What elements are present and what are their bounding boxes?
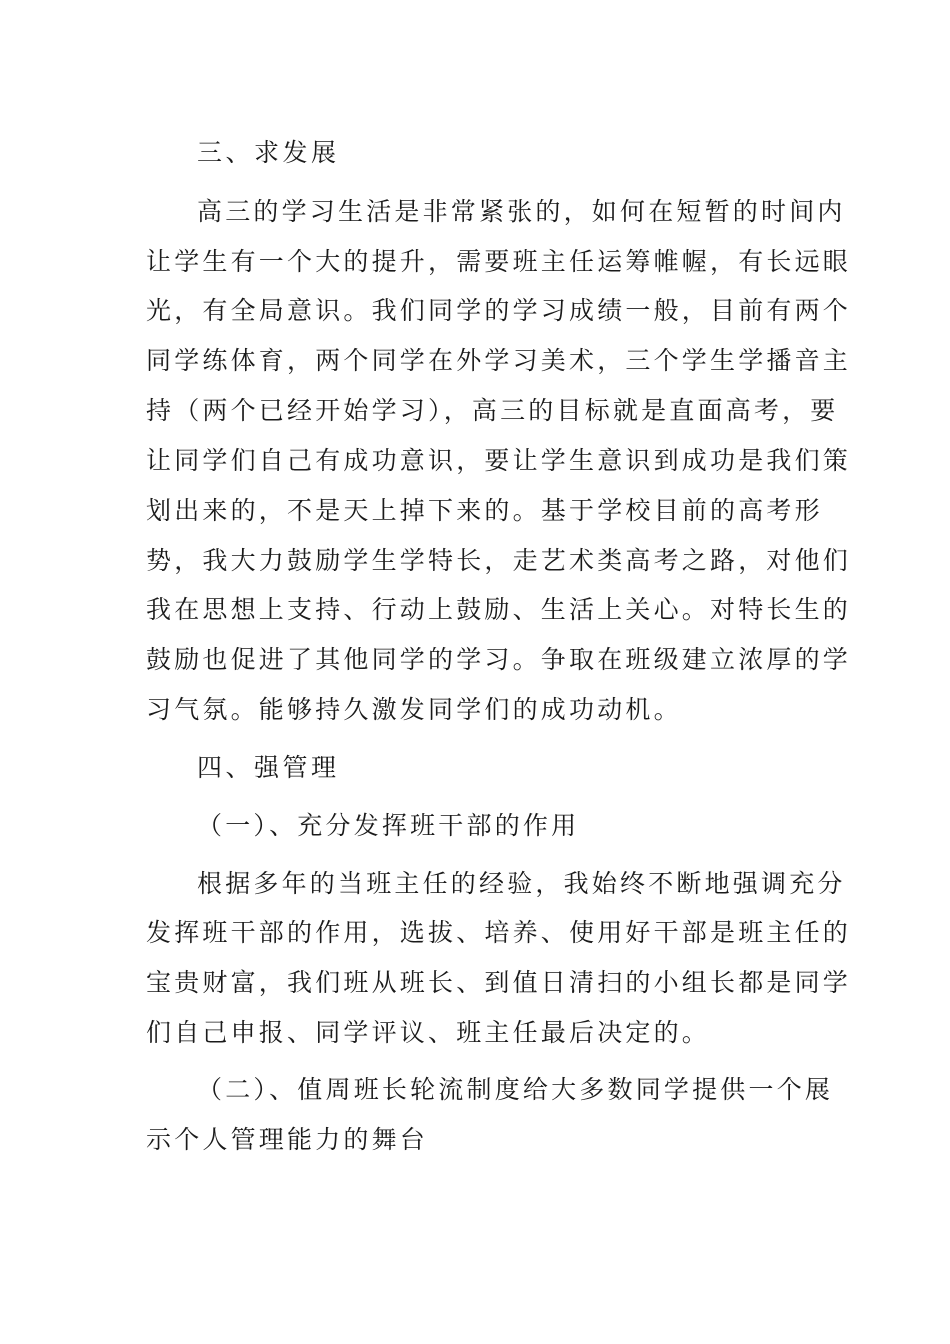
section-heading: 三、求发展 <box>197 138 340 167</box>
paragraph-line: 鼓励也促进了其他同学的学习。争取在班级建立浓厚的学 <box>146 645 852 674</box>
section-heading: 四、强管理 <box>197 753 340 782</box>
paragraph-line: 示个人管理能力的舞台 <box>146 1125 429 1154</box>
paragraph-line: 我在思想上支持、行动上鼓励、生活上关心。对特长生的 <box>146 595 852 624</box>
paragraph-line: （二）、值周班长轮流制度给大多数同学提供一个展 <box>197 1075 834 1104</box>
paragraph-line: 发挥班干部的作用，选拔、培养、使用好干部是班主任的 <box>146 918 852 947</box>
subsection-heading: （一）、充分发挥班干部的作用 <box>197 811 580 840</box>
paragraph-line: 让同学们自己有成功意识，要让学生意识到成功是我们策 <box>146 446 852 475</box>
paragraph-line: 同学练体育，两个同学在外学习美术，三个学生学播音主 <box>146 346 852 375</box>
paragraph-line: 持（两个已经开始学习），高三的目标就是直面高考，要 <box>146 396 839 425</box>
paragraph-line: 光，有全局意识。我们同学的学习成绩一般，目前有两个 <box>146 296 852 325</box>
paragraph-line: 们自己申报、同学评议、班主任最后决定的。 <box>146 1018 711 1047</box>
paragraph-line: 让学生有一个大的提升，需要班主任运筹帷幄，有长远眼 <box>146 247 852 276</box>
paragraph-line: 划出来的，不是天上掉下来的。基于学校目前的高考形 <box>146 496 823 525</box>
paragraph-line: 势，我大力鼓励学生学特长，走艺术类高考之路，对他们 <box>146 546 852 575</box>
paragraph-line: 高三的学习生活是非常紧张的，如何在短暂的时间内 <box>197 197 846 226</box>
paragraph-line: 宝贵财富，我们班从班长、到值日清扫的小组长都是同学 <box>146 968 852 997</box>
paragraph-line: 根据多年的当班主任的经验，我始终不断地强调充分 <box>197 869 846 898</box>
paragraph-line: 习气氛。能够持久激发同学们的成功动机。 <box>146 695 682 724</box>
